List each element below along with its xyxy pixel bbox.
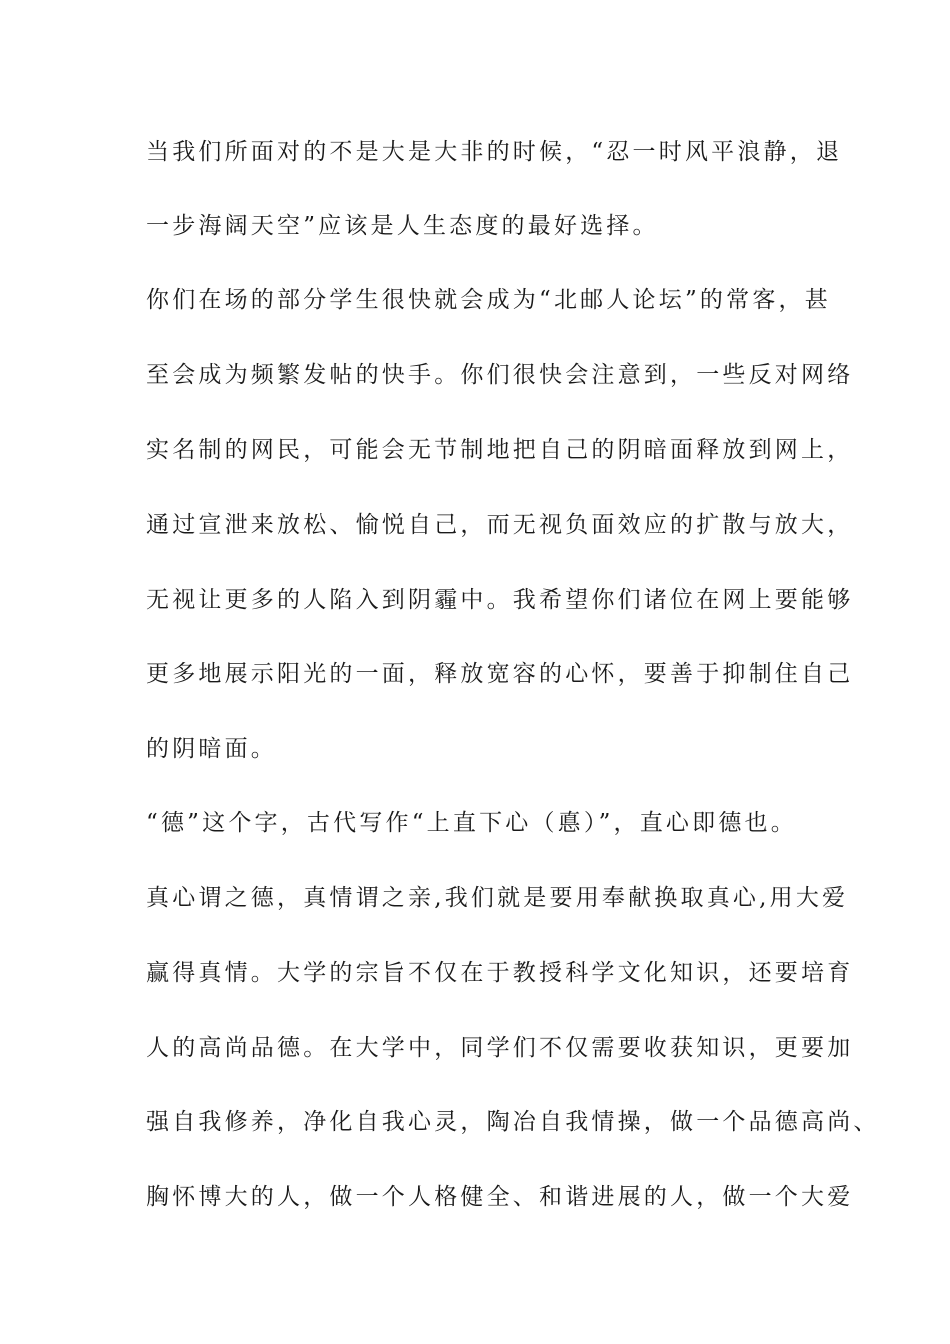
text-line: 的阴暗面。 bbox=[146, 736, 277, 762]
text-line: 更多地展示阳光的一面，释放宽容的心怀，要善于抑制住自己 bbox=[146, 661, 854, 687]
text-line: 人的高尚品德。在大学中，同学们不仅需要收获知识，更要加 bbox=[146, 1035, 854, 1061]
text-line: 一步海阔天空”应该是人生态度的最好选择。 bbox=[146, 213, 659, 239]
text-line: 当我们所面对的不是大是大非的时候，“忍一时风平浪静，退 bbox=[146, 139, 843, 165]
text-line: 实名制的网民，可能会无节制地把自己的阴暗面释放到网上， bbox=[146, 437, 854, 463]
text-line: 胸怀博大的人，做一个人格健全、和谐进展的人，做一个大爱 bbox=[146, 1184, 854, 1210]
text-line: 真心谓之德，真情谓之亲,我们就是要用奉献换取真心,用大爱 bbox=[146, 885, 849, 911]
text-line: 你们在场的部分学生很快就会成为“北邮人论坛”的常客，甚 bbox=[146, 287, 831, 313]
text-line: 至会成为频繁发帖的快手。你们很快会注意到，一些反对网络 bbox=[146, 362, 854, 388]
text-line: 赢得真情。大学的宗旨不仅在于教授科学文化知识，还要培育 bbox=[146, 960, 854, 986]
text-line: 通过宣泄来放松、愉悦自己，而无视负面效应的扩散与放大， bbox=[146, 512, 854, 538]
text-line: “德”这个字，古代写作“上直下心（悳）”，直心即德也。 bbox=[146, 810, 797, 836]
text-line: 强自我修养，净化自我心灵，陶冶自我情操，做一个品德高尚、 bbox=[146, 1109, 880, 1135]
text-line: 无视让更多的人陷入到阴霾中。我希望你们诸位在网上要能够 bbox=[146, 587, 854, 613]
